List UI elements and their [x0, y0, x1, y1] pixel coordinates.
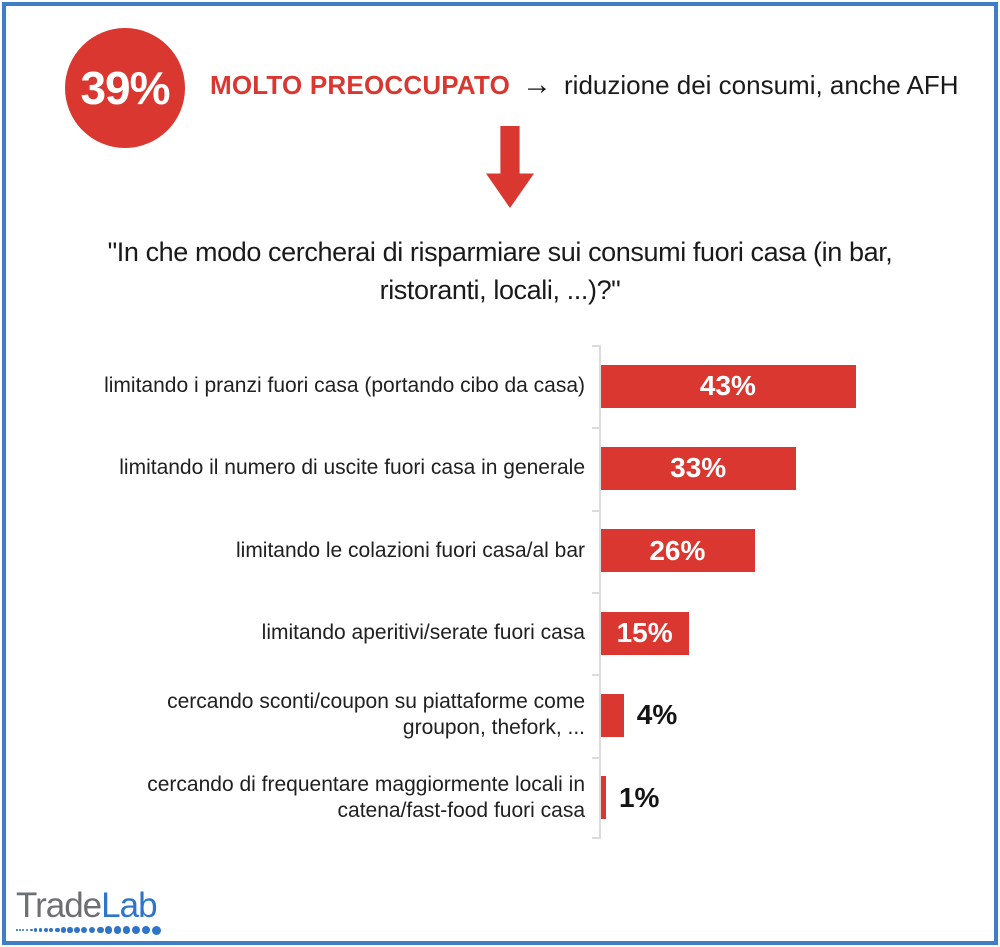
- bar-area: [600, 510, 1000, 592]
- chart-row: [0, 674, 1000, 756]
- tradelab-logo: [16, 888, 161, 935]
- value-label: 26%: [649, 534, 706, 566]
- logo-text-trade: Trade: [16, 886, 102, 925]
- value-axis: [599, 345, 601, 839]
- value-label: 43%: [699, 370, 756, 402]
- bar-area: [600, 345, 1000, 427]
- stat-description: riduzione dei consumi, anche AFH: [564, 69, 959, 100]
- bar: [600, 612, 689, 655]
- bar: [600, 447, 796, 490]
- stat-circle: [65, 28, 185, 148]
- logo-dots-icon: [16, 925, 161, 935]
- right-arrow-icon: →: [522, 68, 553, 101]
- value-label: 33%: [670, 452, 727, 484]
- down-arrow-icon: [486, 126, 534, 208]
- chart-rows: [0, 345, 1000, 839]
- bar-area: [600, 674, 1000, 756]
- chart-row: [0, 592, 1000, 674]
- question-line-1: "In che modo cercherai di risparmiare sui consumi fuori casa (in bar,: [107, 237, 893, 267]
- stat-value: 39%: [80, 62, 170, 114]
- value-label: 1%: [618, 781, 660, 813]
- category-label: cercando sconti/coupon su piattaforme come groupon, thefork, ...: [167, 690, 585, 740]
- bar-chart: [0, 345, 1000, 839]
- category-label: limitando le colazioni fuori casa/al bar: [235, 538, 585, 562]
- category-label: cercando di frequentare maggiormente locali in catena/fast-food fuori casa: [147, 772, 585, 822]
- chart-row: [0, 345, 1000, 427]
- value-label: 15%: [616, 617, 673, 649]
- chart-row: [0, 427, 1000, 509]
- chart-row: [0, 757, 1000, 839]
- logo-text-lab: Lab: [101, 886, 157, 925]
- logo-text: [16, 888, 161, 923]
- bar-area: [600, 427, 1000, 509]
- chart-question: [40, 233, 960, 310]
- stat-label: MOLTO PREOCCUPATO: [210, 69, 511, 100]
- category-label: limitando i pranzi fuori casa (portando cibo da casa): [104, 374, 585, 398]
- bar: [600, 694, 678, 737]
- bar: [600, 365, 856, 408]
- chart-row: [0, 510, 1000, 592]
- value-label: 4%: [636, 699, 678, 731]
- category-label: limitando il numero di uscite fuori casa in generale: [119, 456, 585, 480]
- header-line: [210, 60, 959, 110]
- bar: [600, 529, 755, 572]
- category-label: limitando aperitivi/serate fuori casa: [261, 621, 585, 645]
- bar-area: [600, 592, 1000, 674]
- question-line-2: ristoranti, locali, ...)?": [379, 275, 621, 306]
- bar-area: [600, 757, 1000, 839]
